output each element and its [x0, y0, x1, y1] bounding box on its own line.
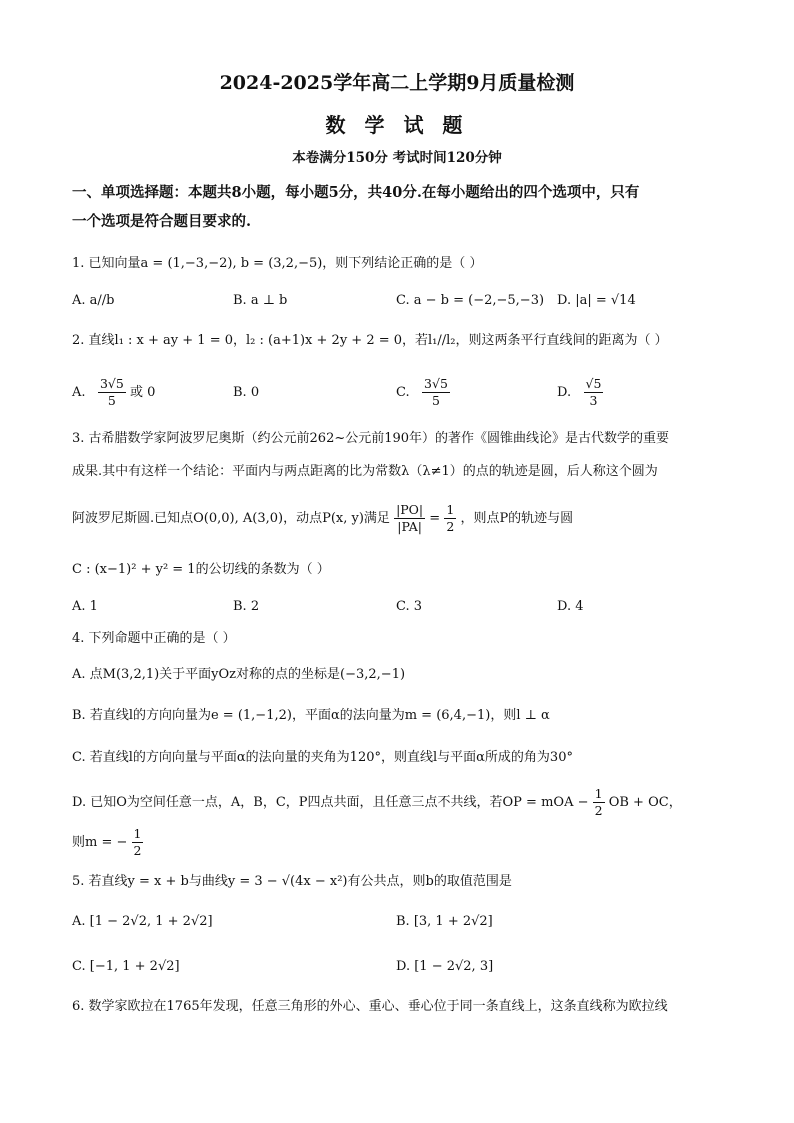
q5-option-b: B. [3, 1 + 2√2] [396, 914, 493, 929]
q4-option-d-fraction: $\frac{1}{2}$ [594, 786, 603, 818]
q5-stem: 5. 若直线y = x + b与曲线y = 3 − √(4x − x²)有公共点，则b的取值范围是 [72, 874, 512, 889]
q5-option-d: D. [1 − 2√2, 3] [396, 959, 494, 974]
q2-option-a: A. $\frac{3√5}{5}$ 或 0 [72, 376, 156, 408]
section-heading-line2: 一个选项是符合题目要求的. [72, 213, 252, 230]
q4-stem: 4. 下列命题中正确的是（ ） [72, 631, 236, 646]
q2-option-a-fraction: $\frac{3√5}{5}$ [99, 376, 124, 408]
q4-option-d-line2: 则m = − $\frac{1}{2}$ [72, 826, 142, 858]
q2-option-c-fraction: $\frac{3√5}{5}$ [424, 376, 448, 408]
q2-option-d: D. $\frac{√5}{3}$ [557, 376, 602, 408]
section-heading-line1: 一、单项选择题：本题共8小题，每小题5分，共40分.在每小题给出的四个选项中，只有 [72, 184, 640, 201]
q2-option-b: B. 0 [233, 385, 260, 400]
q1-stem: 1. 已知向量a = (1,−3,−2), b = (3,2,−5)，则下列结论正确的是（ ） [72, 256, 483, 271]
q3-half-fraction: $\frac{1}{2}$ [446, 502, 455, 534]
q4-option-c: C. 若直线l的方向向量与平面α的法向量的夹角为120°，则直线l与平面α所成的角为30° [72, 750, 573, 765]
q3-ratio-fraction: $\frac{|PO|}{|PA|}$ [396, 502, 424, 534]
exam-info: 本卷满分150分 考试时间120分钟 [292, 150, 502, 166]
q3-line2: 成果.其中有这样一个结论：平面内与两点距离的比为常数λ（λ≠1）的点的轨迹是圆，后人称这个圆为 [72, 464, 658, 479]
q3-line3: 阿波罗尼斯圆.已知点O(0,0), A(3,0)，动点P(x, y)满足 $\frac{|PO|}{|PA|}$ = $\frac{1}{2}$ ，则点P的轨迹与圆 [72, 502, 574, 534]
q4-option-a: A. 点M(3,2,1)关于平面yOz对称的点的坐标是(−3,2,−1) [72, 667, 406, 682]
subject-title: 数 学 试 题 [325, 113, 469, 137]
q1-option-a: A. a//b [72, 293, 115, 308]
q1-option-b: B. a ⊥ b [233, 293, 288, 308]
q4-option-d-line1: D. 已知O为空间任意一点，A，B，C，P四点共面，且任意三点不共线，若OP = mOA − $\frac{1}{2}$ OB + OC， [72, 786, 682, 818]
q3-line1: 3. 古希腊数学家阿波罗尼奥斯（约公元前262~公元前190年）的著作《圆锥曲线论》是古代数学的重要 [72, 431, 670, 446]
q6-stem: 6. 数学家欧拉在1765年发现，任意三角形的外心、重心、垂心位于同一条直线上，这条直线称为欧拉线 [72, 999, 668, 1014]
q3-option-b: B. 2 [233, 599, 260, 614]
q2-option-d-fraction: $\frac{√5}{3}$ [585, 376, 602, 408]
q3-option-c: C. 3 [396, 599, 423, 614]
exam-title: 2024-2025学年高二上学期9月质量检测 [219, 72, 575, 94]
q1-option-d: D. |a| = √14 [557, 293, 636, 308]
q3-line4: C : (x−1)² + y² = 1的公切线的条数为（ ） [72, 562, 330, 577]
q4-option-b: B. 若直线l的方向向量为e = (1,−1,2)，平面α的法向量为m = (6,4,−1)，则l ⊥ α [72, 708, 550, 723]
q3-option-a: A. 1 [72, 599, 98, 614]
q5-option-c: C. [−1, 1 + 2√2] [72, 959, 180, 974]
q2-stem: 2. 直线l₁ : x + ay + 1 = 0，l₂ : (a+1)x + 2y + 2 = 0，若l₁//l₂，则这两条平行直线间的距离为（ ） [72, 333, 668, 348]
q3-option-d: D. 4 [557, 599, 584, 614]
q4-option-d-m-fraction: $\frac{1}{2}$ [133, 826, 142, 858]
q2-option-c: C. $\frac{3√5}{5}$ [396, 376, 448, 408]
q1-option-c: C. a − b = (−2,−5,−3) [396, 293, 545, 308]
q5-option-a: A. [1 − 2√2, 1 + 2√2] [72, 914, 213, 929]
